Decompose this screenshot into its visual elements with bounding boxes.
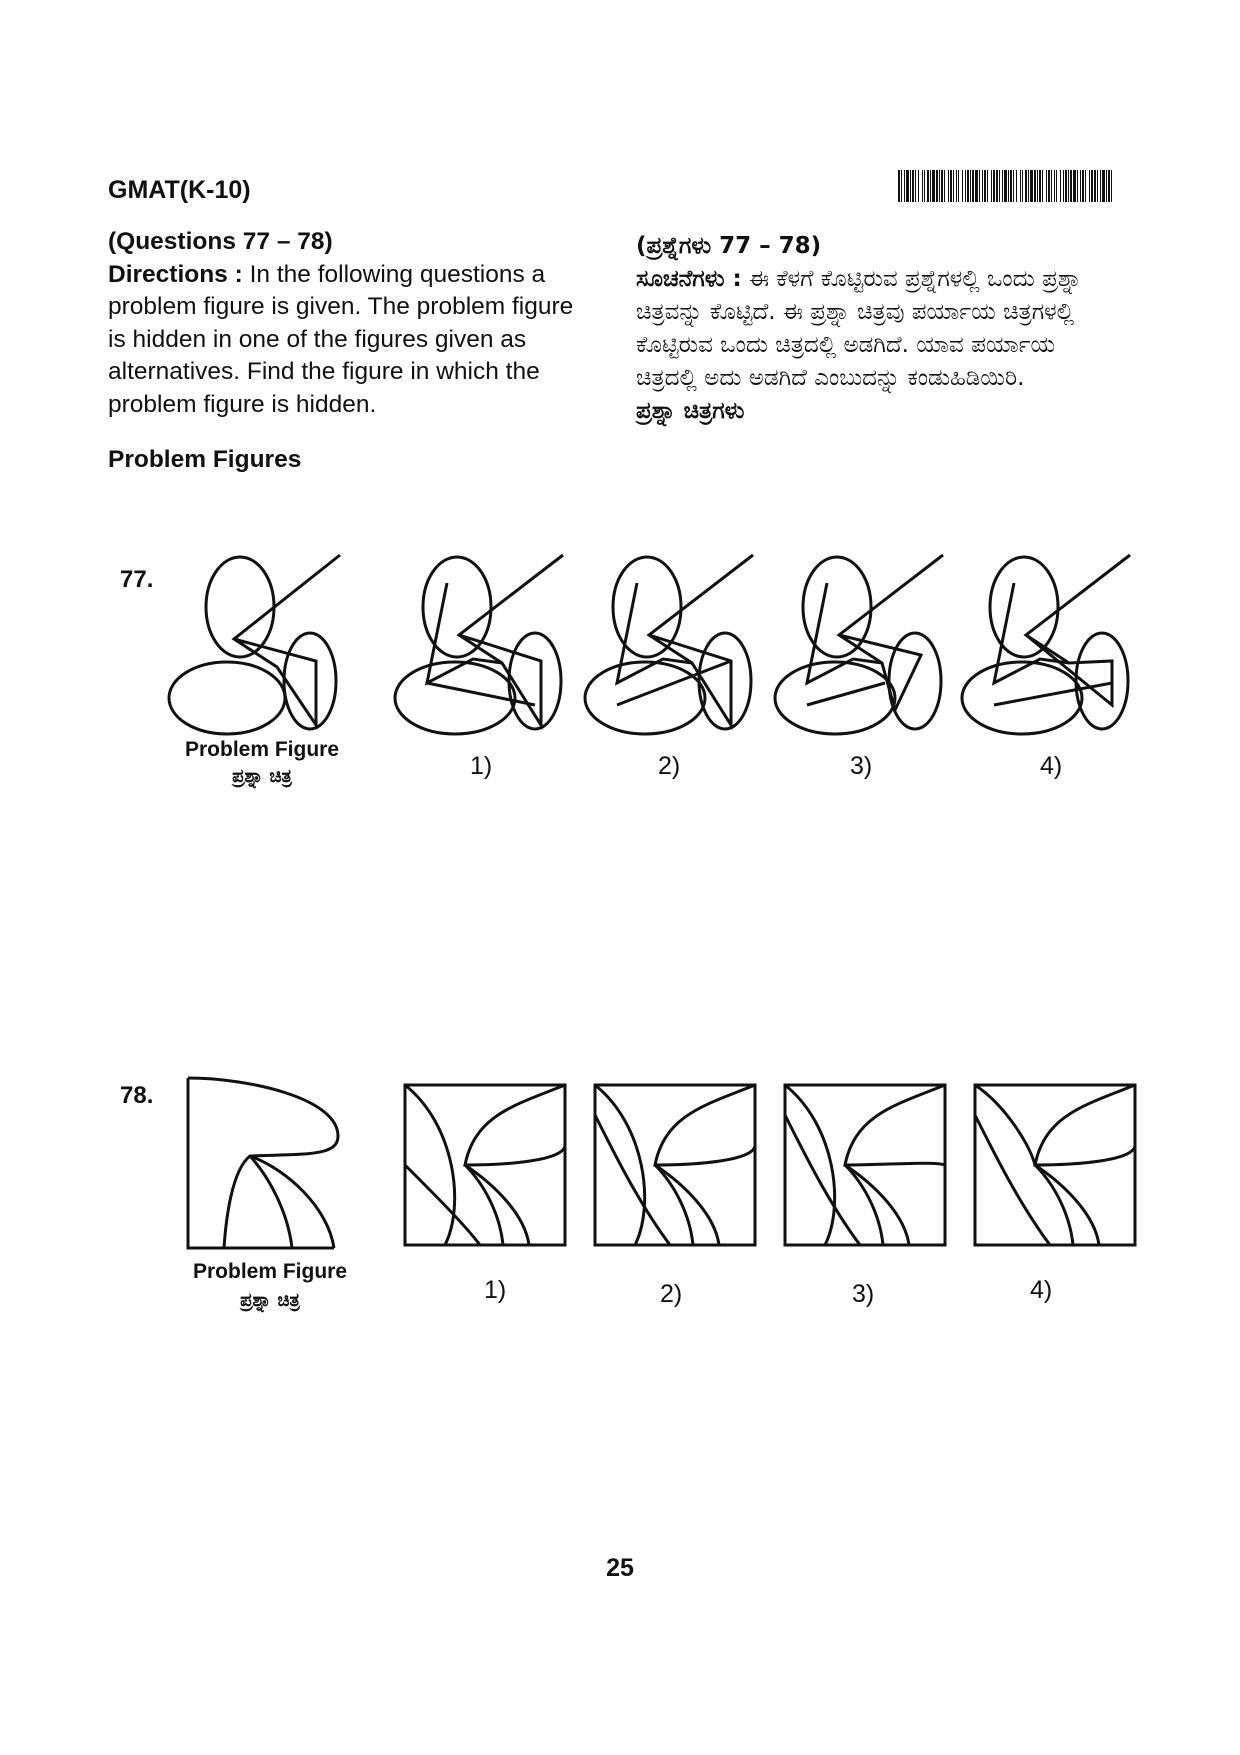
- option-label: 2): [660, 1280, 683, 1308]
- option-label: 2): [658, 752, 681, 780]
- exam-code: GMAT(K-10): [108, 176, 251, 204]
- directions-english: [108, 226, 588, 421]
- q77-problem-figure: [170, 555, 350, 735]
- question-number: 78.: [120, 1082, 154, 1109]
- q77-option-3-figure: [775, 555, 955, 735]
- question-number: 77.: [120, 566, 154, 593]
- option-label: 4): [1030, 1276, 1053, 1304]
- problem-figure-label-kn: ಪ್ರಶ್ನಾ ಚಿತ್ರ: [232, 766, 292, 787]
- q78-option-1-figure: [405, 1085, 565, 1245]
- barcode-icon: [898, 170, 1112, 202]
- q77-option-4-figure: [962, 555, 1142, 735]
- option-label: 4): [1040, 752, 1063, 780]
- directions-kannada: [636, 230, 1116, 428]
- problem-figure-label: Problem Figure: [192, 1260, 348, 1283]
- problem-figures-heading-kn: ಪ್ರಶ್ನಾ ಚಿತ್ರಗಳು: [636, 398, 745, 424]
- problem-figure-label-kn: ಪ್ರಶ್ನಾ ಚಿತ್ರ: [240, 1290, 300, 1311]
- q78-option-4-figure: [975, 1085, 1135, 1245]
- directions-label-kn: ಸೂಚನೆಗಳು :: [636, 266, 742, 292]
- problem-figures-heading: Problem Figures: [108, 446, 302, 473]
- directions-text-kn: ಈ ಕೆಳಗೆ ಕೊಟ್ಟಿರುವ ಪ್ರಶ್ನೆಗಳಲ್ಲಿ ಒಂದು ಪ್ರಶ್ನಾ ಚಿತ್ರವನ್ನು ಕೊಟ್ಟಿದೆ. ಈ ಪ್ರಶ್ನಾ ಚಿತ್ರವು ಪರ್ಯಾಯ ಚಿತ್ರಗಳಲ್ಲಿ ಕೊಟ್ಟಿರುವ ಒಂದು ಚಿತ್ರದಲ್ಲಿ ಅಡಗಿದೆ. ಯಾವ ಪರ್ಯಾಯ ಚಿತ್ರದಲ್ಲಿ ಅದು ಅಡಗಿದೆ ಎಂಬುದನ್ನು ಕಂಡುಹಿಡಿಯಿರಿ.: [636, 266, 1082, 391]
- q78-option-3-figure: [785, 1085, 945, 1245]
- question-range: (Questions 77 – 78): [108, 228, 333, 255]
- directions-label: Directions :: [108, 260, 243, 288]
- option-label: 3): [850, 752, 873, 780]
- q78-problem-figure: [188, 1078, 358, 1248]
- option-label: 1): [470, 752, 493, 780]
- q77-option-1-figure: [395, 555, 575, 735]
- problem-figure-label: Problem Figure: [184, 738, 340, 761]
- directions-text: In the following questions a problem figure is given. The problem figure is hidden in one of the figures given as alternatives. Find the figure in which the problem figure is hidden.: [108, 260, 574, 418]
- question-range-kn: (ಪ್ರಶ್ನೆಗಳು 77 – 78): [636, 233, 822, 259]
- q78-option-2-figure: [595, 1085, 755, 1245]
- page-number: 25: [606, 1554, 634, 1582]
- option-label: 3): [852, 1280, 875, 1308]
- q77-option-2-figure: [585, 555, 765, 735]
- option-label: 1): [484, 1276, 507, 1304]
